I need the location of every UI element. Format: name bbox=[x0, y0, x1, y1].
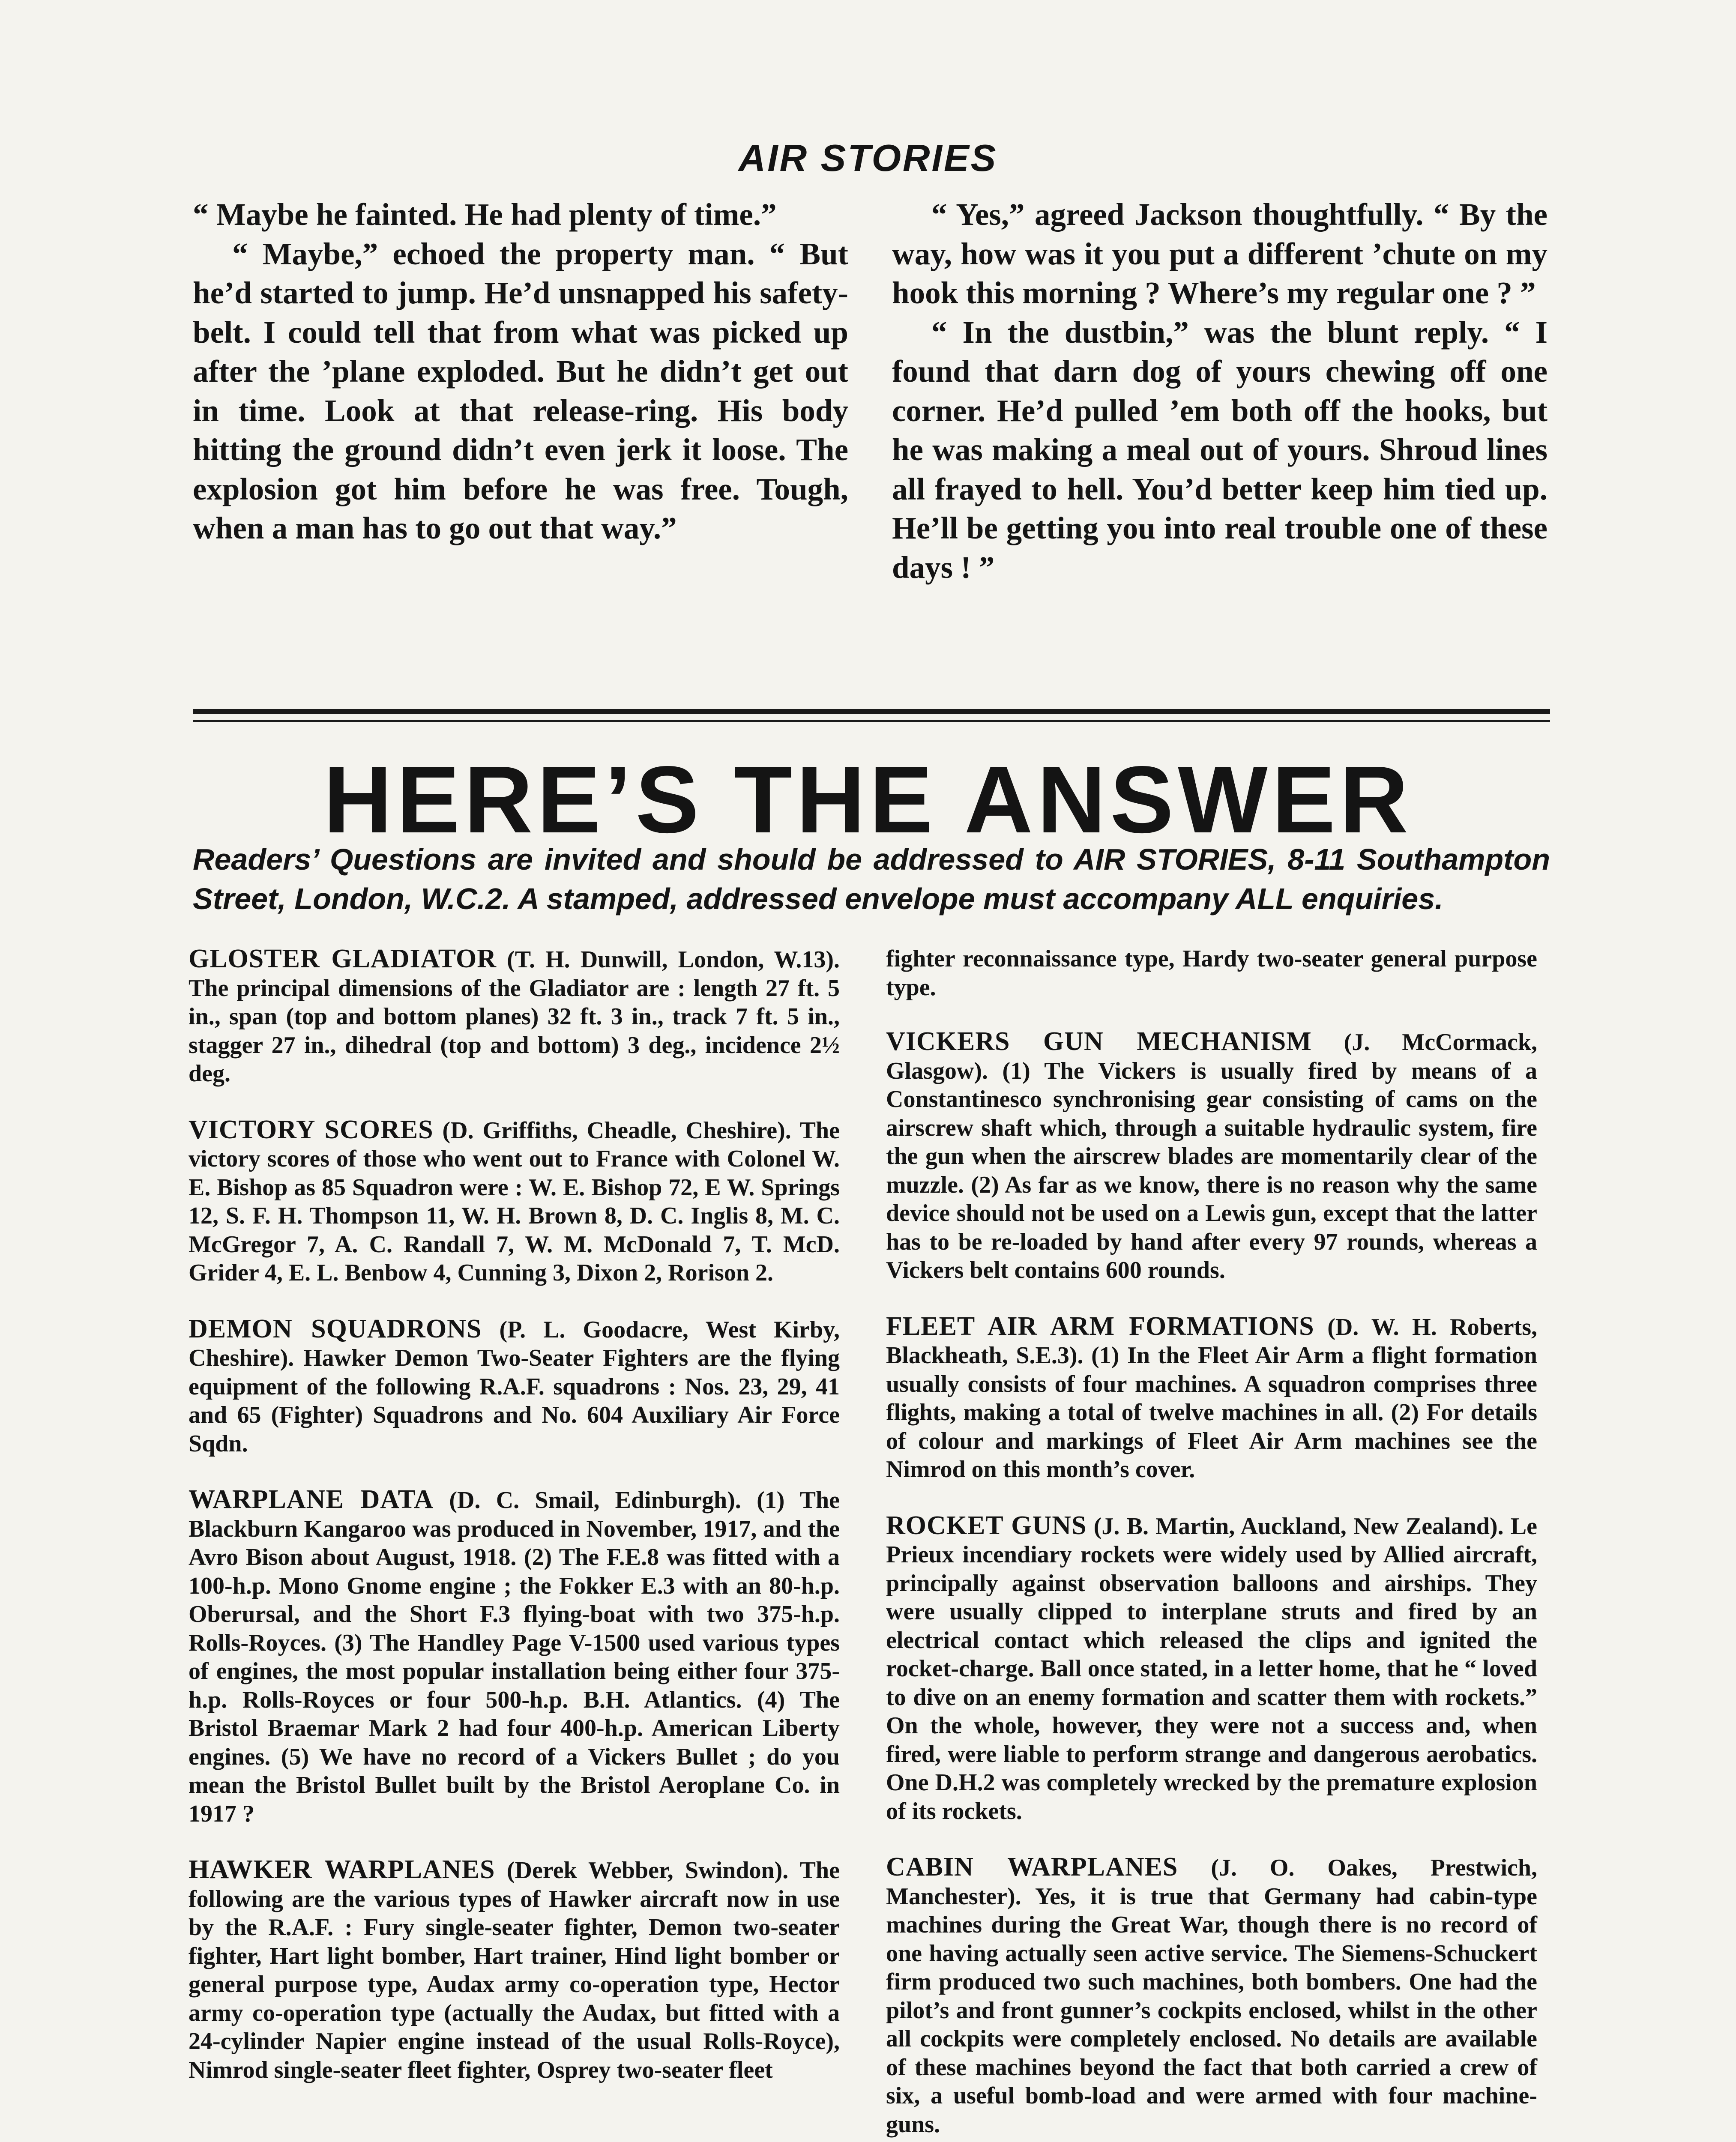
qa-column-left bbox=[189, 945, 840, 2112]
qa-body: (D. Griffiths, Cheadle, Cheshire). The victory scores of those who went out to France with Colonel W. E. Bishop as 85 Squadron were : W. E. Bishop 72, E W. Springs 12, S. F. H. Thompson 11, W. H. Brown 8, D. C. Inglis 8, M. C. McGregor 7, A. C. Randall 7, W. M. McDonald 7, T. McD. Grider 4, E. L. Benbow 4, Cunning 3, Dixon 2, Rorison 2. bbox=[189, 1117, 840, 1286]
qa-title: DEMON SQUADRONS bbox=[189, 1314, 482, 1343]
qa-body: (Derek Webber, Swindon). The following are the various types of Hawker aircraft now in use by the R.A.F. : Fury single-seater fighter, Demon two-seater fighter, Hart light bomber, Hart trainer, Hind light bomber or general purpose type, Audax army co-operation type, Hector army co-operation type (actually the Audax, but fitted with a 24-cylinder Napier engine instead of the usual Rolls-Royce), Nimrod single-seater fleet fighter, Osprey two-seater fleet bbox=[189, 1857, 840, 2083]
qa-entry bbox=[189, 1485, 840, 1828]
qa-body: (D. C. Smail, Edinburgh). (1) The Blackburn Kangaroo was produced in November, 1917, and the Avro Bison about August, 1918. (2) The F.E.8 was fitted with a 100-h.p. Mono Gnome engine ; the Fokker E.3 with an 80-h.p. Oberursal, and the Short F.3 flying-boat with two 375-h.p. Rolls-Royces. (3) The Handley Page V-1500 used various types of engines, the most popular installation being either four 375-h.p. Rolls-Royces or four 500-h.p. B.H. Atlantics. (4) The Bristol Braemar Mark 2 had four 400-h.p. American Liberty engines. (5) We have no record of a Vickers Bullet ; do you mean the Bristol Bullet built by the Bristol Aeroplane Co. in 1917 ? bbox=[189, 1487, 840, 1827]
qa-title: CABIN WARPLANES bbox=[886, 1852, 1178, 1882]
qa-column-right bbox=[886, 945, 1537, 2142]
story-paragraph: “ In the dustbin,” was the blunt reply. “ I found that darn dog of yours chewing off one corner. He’d pulled ’em both off the hooks, but he was making a meal out of yours. Shroud lines all frayed to hell. You’d better keep him tied up. He’ll be getting you into real trouble one of these days ! ” bbox=[892, 314, 1547, 585]
section-intro: Readers’ Questions are invited and should be addressed to AIR STORIES, 8-11 Southampton Street, London, W.C.2. A stamped, addressed envelope must accompany ALL enquiries. bbox=[193, 843, 1550, 915]
qa-title: ROCKET GUNS bbox=[886, 1511, 1087, 1540]
qa-body: (T. H. Dunwill, London, W.13). The principal dimensions of the Gladiator are : length 27 ft. 5 in., span (top and bottom planes) 32 ft. 3 in., track 7 ft. 5 in., stagger 27 in., dihedral (top and bottom) 3 deg., incidence 2½ deg. bbox=[189, 946, 840, 1087]
running-head: AIR STORIES bbox=[738, 137, 998, 179]
qa-title: VICKERS GUN MECHANISM bbox=[886, 1027, 1312, 1056]
qa-entry bbox=[886, 1027, 1537, 1285]
qa-body: (D. W. H. Roberts, Blackheath, S.E.3). (1) In the Fleet Air Arm a flight formation usually consists of four machines. A squadron comprises three flights, making a total of twelve machines in all. (2) For details of colour and markings of Fleet Air Arm machines see the Nimrod on this month’s cover. bbox=[886, 1313, 1537, 1483]
section-divider-thin bbox=[193, 720, 1550, 722]
qa-entry bbox=[189, 1315, 840, 1458]
qa-entry bbox=[189, 1116, 840, 1287]
story-column-right bbox=[892, 195, 1547, 587]
qa-body: (P. L. Goodacre, West Kirby, Cheshire). Hawker Demon Two-Seater Fighters are the flying equipment of the following R.A.F. squadrons : Nos. 23, 29, 41 and 65 (Fighter) Squadrons and No. 604 Auxiliary Air Force Sqdn. bbox=[189, 1316, 840, 1457]
qa-entry bbox=[886, 1511, 1537, 1826]
qa-entry bbox=[189, 1855, 840, 2084]
qa-body: (J. McCormack, Glasgow). (1) The Vickers is usually fired by means of a Constantinesco synchronising gear consisting of cams on the airscrew shaft which, through a suitable hydraulic system, fire the gun when the airscrew blades are momentarily clear of the muzzle. (2) As far as we know, there is no reason why the same device should not be used on a Lewis gun, except that the latter has to be re-loaded by hand after every 97 rounds, whereas a Vickers belt contains 600 rounds. bbox=[886, 1029, 1537, 1283]
qa-title: WARPLANE DATA bbox=[189, 1485, 434, 1514]
section-heading: HERE’S THE ANSWER bbox=[323, 747, 1413, 853]
section-divider-thick bbox=[193, 709, 1550, 714]
story-paragraph: “ Yes,” agreed Jackson thoughtfully. “ By the way, how was it you put a different ’chute on my hook this morning ? Where’s my regular one ? ” bbox=[892, 197, 1547, 310]
qa-entry bbox=[886, 1853, 1537, 2139]
story-paragraph: “ Maybe,” echoed the property man. “ But he’d started to jump. He’d unsnapped his safety-belt. I could tell that from what was picked up after the ’plane exploded. But he didn’t get out in time. Look at that release-ring. His body hitting the ground didn’t even jerk it loose. The explosion got him before he was free. Tough, when a man has to go out that way.” bbox=[193, 236, 848, 545]
qa-title: GLOSTER GLADIATOR bbox=[189, 944, 497, 973]
qa-body: (J. O. Oakes, Prestwich, Manchester). Yes, it is true that Germany had cabin-type machines during the Great War, though there is no record of one having actually seen active service. The Siemens-Schuckert firm produced two such machines, both bombers. One had the pilot’s and front gunner’s cockpits enclosed, whilst in the other all cockpits were completely enclosed. No details are available of these machines beyond the fact that both carried a crew of six, a useful bomb-load and were armed with four machine-guns. bbox=[886, 1855, 1537, 2138]
qa-entry bbox=[189, 945, 840, 1088]
qa-body: fighter reconnaissance type, Hardy two-seater general purpose type. bbox=[886, 945, 1537, 1001]
story-paragraph: “ Maybe he fainted. He had plenty of time.” bbox=[193, 197, 777, 232]
qa-entry-continued bbox=[886, 945, 1537, 1002]
qa-title: VICTORY SCORES bbox=[189, 1115, 434, 1144]
qa-body: (J. B. Martin, Auckland, New Zealand). Le Prieux incendiary rockets were widely used by Allied aircraft, principally against observation balloons and airships. They were usually clipped to interplane struts and fired by an electrical contact which released the clips and ignited the rocket-charge. Ball once stated, in a letter home, that he “ loved to dive on an enemy formation and scatter them with rockets.” On the whole, however, they were not a success and, when fired, were liable to perform strange and dangerous aerobatics. One D.H.2 was completely wrecked by the premature explosion of its rockets. bbox=[886, 1513, 1537, 1825]
qa-entry bbox=[886, 1312, 1537, 1484]
story-column-left bbox=[193, 195, 848, 548]
qa-title: HAWKER WARPLANES bbox=[189, 1855, 495, 1884]
qa-title: FLEET AIR ARM FORMATIONS bbox=[886, 1311, 1314, 1341]
